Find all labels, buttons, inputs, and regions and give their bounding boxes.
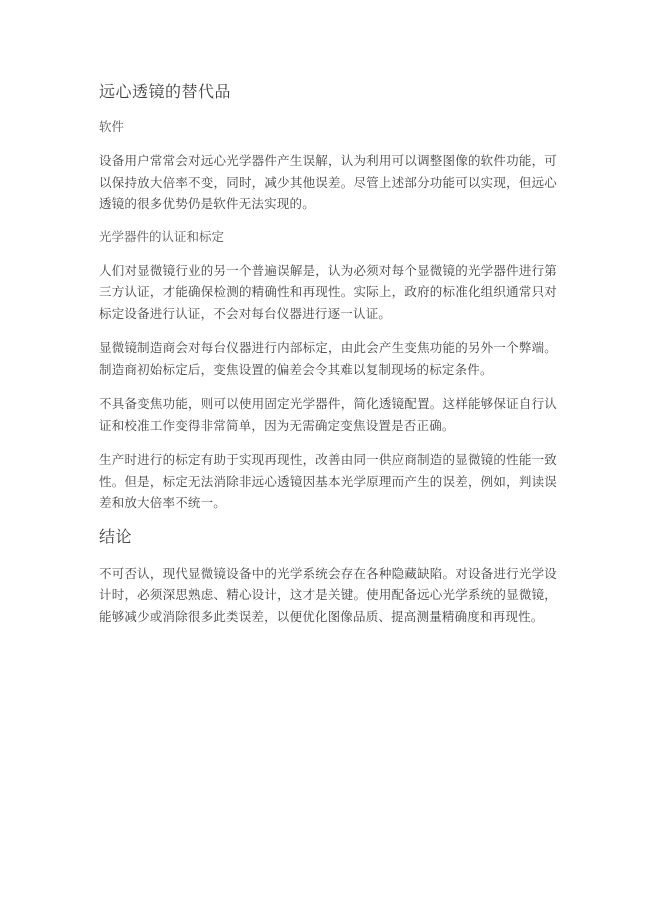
section-title-conclusion: 结论: [99, 526, 133, 546]
subheading-certification: 光学器件的认证和标定: [99, 228, 225, 244]
paragraph-certification-1: 人们对显微镜行业的另一个普遍误解是，认为必须对每个显微镜的光学器件进行第三方认证，才能确保检测的精确性和再现性。实际上，政府的标准化组织通常只对标定设备进行认证，不会对每台仪器进行逐一认证。: [99, 262, 557, 321]
section-title-alternatives: 远心透镜的替代品: [99, 82, 232, 101]
document-body: [99, 82, 557, 640]
paragraph-certification-3: 不具备变焦功能，则可以使用固定光学器件，简化透镜配置。这样能够保证自行认证和校准工作变得非常简单，因为无需确定变焦设置是否正确。: [99, 396, 557, 433]
subheading-software: 软件: [99, 119, 125, 134]
paragraph-software: 设备用户常常会对远心光学器件产生误解，认为利用可以调整图像的软件功能，可以保持放大倍率不变，同时，减少其他误差。尽管上述部分功能可以实现，但远心透镜的很多优势仍是软件无法实现的。: [99, 153, 557, 211]
paragraph-certification-2: 显微镜制造商会对每台仪器进行内部标定，由此会产生变焦功能的另外一个弊端。制造商初始标定后，变焦设置的偏差会令其难以复制现场的标定条件。: [99, 340, 557, 377]
paragraph-certification-4: 生产时进行的标定有助于实现再现性，改善由同一供应商制造的显微镜的性能一致性。但是，标定无法消除非远心透镜因基本光学原理而产生的误差，例如，判读误差和放大倍率不统一。: [99, 452, 557, 510]
paragraph-conclusion: 不可否认，现代显微镜设备中的光学系统会存在各种隐藏缺陷。对设备进行光学设计时，必须深思熟虑、精心设计，这才是关键。使用配备远心光学系统的显微镜，能够减少或消除很多此类误差，以便优化图像品质、提高测量精确度和再现性。: [99, 565, 557, 624]
